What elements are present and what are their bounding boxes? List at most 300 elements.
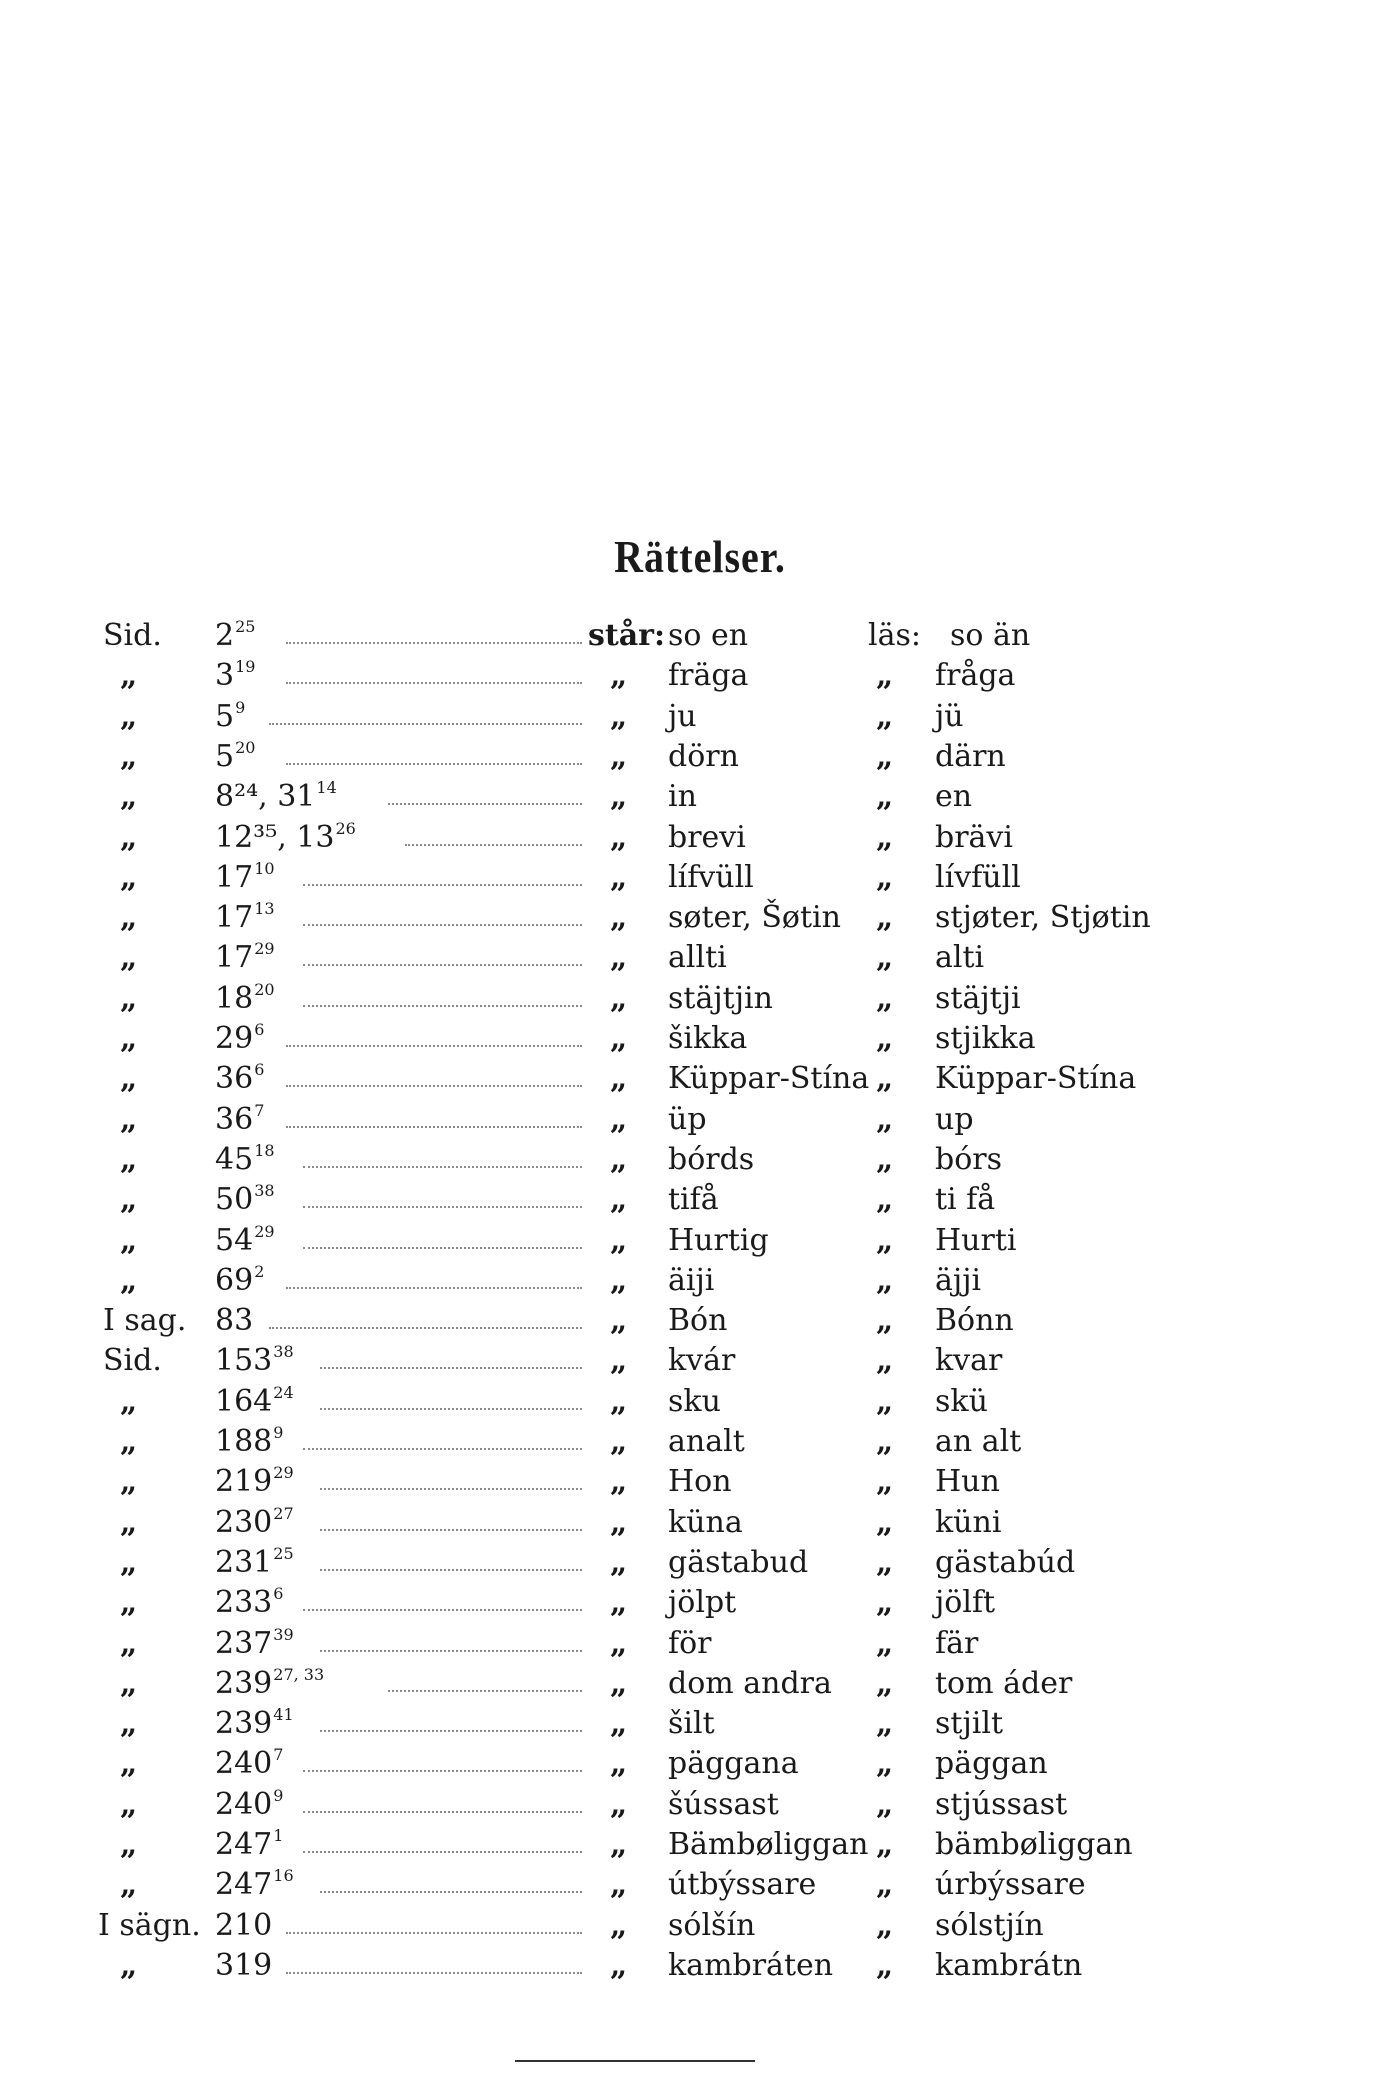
corrected-text: stjússast — [935, 1786, 1068, 1822]
dotted-leader — [320, 1488, 582, 1490]
errata-label: Sid. — [103, 618, 162, 653]
dotted-leader — [320, 1408, 582, 1410]
errata-line-number: 13 — [254, 899, 275, 919]
keyword-star: „ — [610, 1706, 628, 1742]
errata-line-number: 6 — [254, 1060, 265, 1080]
keyword-las: „ — [876, 1464, 894, 1500]
errata-row — [0, 1341, 1400, 1381]
keyword-las: „ — [876, 1665, 894, 1701]
errata-row — [0, 616, 1400, 656]
errata-line-number: 6 — [254, 1020, 265, 1039]
dotted-leader — [303, 1770, 582, 1772]
errata-row — [0, 1906, 1400, 1946]
errata-label: I sägn. — [98, 1907, 201, 1943]
errata-page-number: 219 — [215, 1464, 273, 1500]
keyword-star: står: — [588, 618, 666, 653]
corrected-text: skü — [935, 1383, 988, 1419]
errata-label: Sid. — [103, 1343, 162, 1379]
erroneous-text: Küppar-Stína — [668, 1061, 870, 1097]
bottom-rule — [515, 2060, 755, 2062]
dotted-leader — [303, 1247, 582, 1249]
errata-page-number: 240 — [215, 1746, 273, 1782]
corrected-text: stjøter, Stjøtin — [935, 900, 1151, 936]
errata-label: „ — [120, 859, 138, 895]
errata-row — [0, 1422, 1400, 1462]
keyword-star: „ — [610, 779, 628, 815]
corrected-text: alti — [935, 940, 985, 976]
errata-page-number: 36 — [215, 1061, 254, 1097]
dotted-leader — [303, 964, 582, 966]
errata-page-number: 233 — [215, 1585, 273, 1621]
erroneous-text: äiji — [668, 1262, 715, 1298]
corrected-text: jölft — [935, 1585, 996, 1621]
errata-page-ref — [215, 1946, 272, 1986]
erroneous-text: søter, Šøtin — [668, 900, 841, 936]
errata-page-ref — [215, 1382, 294, 1422]
keyword-star: „ — [610, 1424, 628, 1459]
errata-line-number: 25 — [273, 1543, 294, 1563]
keyword-star: „ — [610, 1786, 628, 1822]
keyword-star: „ — [610, 1947, 628, 1983]
errata-label: „ — [120, 698, 138, 734]
errata-page-number: 3 — [215, 658, 235, 694]
errata-label: „ — [120, 1867, 138, 1903]
dotted-leader — [320, 1650, 582, 1652]
errata-page-ref — [215, 1543, 294, 1583]
keyword-star: „ — [610, 819, 628, 855]
erroneous-text: tifå — [668, 1182, 719, 1218]
errata-row — [0, 898, 1400, 938]
dotted-leader — [320, 1529, 582, 1531]
erroneous-text: üp — [668, 1101, 707, 1137]
errata-page-number: 164 — [215, 1383, 273, 1419]
keyword-las: „ — [876, 980, 894, 1016]
errata-page-ref — [215, 1704, 294, 1744]
erroneous-text: analt — [668, 1424, 745, 1459]
errata-line-number: 9 — [273, 1423, 284, 1442]
corrected-text: fär — [935, 1625, 979, 1661]
errata-row — [0, 737, 1400, 777]
errata-row — [0, 1261, 1400, 1301]
erroneous-text: šikka — [668, 1021, 748, 1056]
keyword-las: „ — [876, 1262, 894, 1298]
errata-label: „ — [120, 1625, 138, 1661]
keyword-las: „ — [876, 738, 894, 774]
errata-row — [0, 1865, 1400, 1905]
errata-line-number: 39 — [273, 1624, 294, 1644]
errata-row — [0, 1785, 1400, 1825]
keyword-las: „ — [876, 1303, 894, 1339]
errata-page-ref — [215, 1825, 283, 1865]
corrected-text: sólstjín — [935, 1907, 1044, 1943]
errata-label: „ — [120, 1262, 138, 1298]
errata-row — [0, 1583, 1400, 1623]
erroneous-text: bórds — [668, 1141, 755, 1177]
errata-row — [0, 1664, 1400, 1704]
errata-label: „ — [120, 779, 138, 815]
corrected-text: brävi — [935, 819, 1013, 855]
errata-row — [0, 979, 1400, 1019]
corrected-text: gästabúd — [935, 1544, 1076, 1580]
errata-row — [0, 858, 1400, 898]
keyword-las: „ — [876, 1343, 894, 1379]
errata-line-number: 25 — [235, 617, 256, 636]
errata-label: „ — [120, 658, 138, 694]
keyword-star: „ — [610, 1504, 628, 1540]
keyword-las: „ — [876, 1504, 894, 1540]
keyword-las: „ — [876, 1101, 894, 1137]
keyword-las: „ — [876, 1141, 894, 1177]
keyword-star: „ — [610, 1021, 628, 1056]
erroneous-text: šilt — [668, 1706, 715, 1742]
dotted-leader — [286, 1287, 582, 1289]
errata-page-ref — [215, 1785, 283, 1825]
dotted-leader — [405, 844, 582, 846]
keyword-star: „ — [610, 900, 628, 936]
errata-line-number: 20 — [235, 737, 256, 757]
errata-page-number: 17 — [215, 900, 254, 936]
erroneous-text: päggana — [668, 1746, 799, 1782]
dotted-leader — [303, 1851, 582, 1853]
corrected-text: Hurti — [935, 1222, 1017, 1258]
errata-page-ref — [215, 1744, 283, 1784]
erroneous-text: küna — [668, 1504, 743, 1540]
dotted-leader — [269, 1327, 582, 1329]
errata-line-number: 1 — [273, 1826, 284, 1845]
errata-page-ref — [215, 979, 275, 1019]
errata-page-number: 239 — [215, 1665, 273, 1701]
errata-page-ref — [215, 656, 255, 696]
keyword-las: „ — [876, 1424, 894, 1459]
keyword-las: „ — [876, 1544, 894, 1580]
corrected-text: Hun — [935, 1464, 1000, 1500]
keyword-las: „ — [876, 1706, 894, 1742]
keyword-las: „ — [876, 1746, 894, 1782]
keyword-star: „ — [610, 1222, 628, 1258]
keyword-las: „ — [876, 859, 894, 895]
erroneous-text: útbýssare — [668, 1867, 817, 1903]
errata-page-ref — [215, 1462, 294, 1502]
errata-line-number: 19 — [235, 657, 256, 677]
errata-page-ref — [215, 898, 275, 938]
errata-page-number: 231 — [215, 1544, 273, 1580]
keyword-las: „ — [876, 1786, 894, 1822]
errata-label: „ — [120, 1424, 138, 1459]
errata-page-ref — [215, 1261, 264, 1301]
dotted-leader — [388, 803, 582, 805]
dotted-leader — [303, 924, 582, 926]
errata-page-number: 247 — [215, 1827, 273, 1862]
keyword-las: „ — [876, 1827, 894, 1862]
errata-page-number: 50 — [215, 1182, 254, 1218]
corrected-text: so än — [950, 618, 1031, 653]
erroneous-text: stäjtjin — [668, 980, 773, 1016]
keyword-star: „ — [610, 698, 628, 734]
errata-row — [0, 1624, 1400, 1664]
errata-page-ref — [215, 1019, 264, 1059]
keyword-las: „ — [876, 658, 894, 694]
dotted-leader — [320, 1367, 582, 1369]
errata-line-number: 27 — [273, 1503, 294, 1523]
corrected-text: kvar — [935, 1343, 1003, 1379]
errata-line-number: 24 — [273, 1382, 294, 1402]
errata-row — [0, 1221, 1400, 1261]
errata-label: „ — [120, 1544, 138, 1580]
errata-page-number: 240 — [215, 1786, 273, 1822]
erroneous-text: šússast — [668, 1786, 779, 1822]
errata-row — [0, 777, 1400, 817]
errata-page-number: 69 — [215, 1262, 254, 1298]
errata-page-number: 45 — [215, 1141, 254, 1177]
dotted-leader — [303, 1448, 582, 1450]
erroneous-text: brevi — [668, 819, 746, 855]
errata-line-number: 9 — [273, 1785, 284, 1805]
erroneous-text: jölpt — [668, 1585, 737, 1621]
errata-page-ref — [215, 777, 337, 817]
keyword-star: „ — [610, 1343, 628, 1379]
errata-page-number: 83 — [215, 1303, 254, 1339]
errata-page-number: 17 — [215, 859, 254, 895]
keyword-las: „ — [876, 1947, 894, 1983]
errata-label: „ — [120, 738, 138, 774]
errata-line-number: 38 — [254, 1181, 275, 1201]
keyword-las: „ — [876, 1625, 894, 1661]
dotted-leader — [303, 1166, 582, 1168]
erroneous-text: kambráten — [668, 1947, 834, 1983]
errata-row — [0, 1543, 1400, 1583]
errata-label: „ — [120, 1786, 138, 1822]
errata-label: „ — [120, 1827, 138, 1862]
errata-page-ref — [215, 1583, 283, 1623]
errata-line-number: 9 — [235, 697, 246, 717]
keyword-star: „ — [610, 1867, 628, 1903]
erroneous-text: ju — [668, 698, 697, 734]
dotted-leader — [320, 1891, 582, 1893]
dotted-leader — [286, 682, 582, 684]
errata-row — [0, 1462, 1400, 1502]
keyword-star: „ — [610, 1141, 628, 1177]
errata-page-ref — [215, 1140, 275, 1180]
errata-page-number: 54 — [215, 1222, 254, 1258]
errata-page-ref — [215, 1906, 272, 1946]
keyword-star: „ — [610, 1907, 628, 1943]
corrected-text: an alt — [935, 1424, 1022, 1459]
errata-page-ref — [215, 938, 275, 978]
errata-page-ref — [215, 1100, 264, 1140]
keyword-las: „ — [876, 698, 894, 734]
dotted-leader — [388, 1690, 582, 1692]
errata-page-ref — [215, 616, 255, 656]
errata-page-ref — [215, 818, 356, 858]
errata-label: „ — [120, 1383, 138, 1419]
keyword-star: „ — [610, 1827, 628, 1862]
errata-page-number: 2 — [215, 618, 235, 653]
keyword-star: „ — [610, 1544, 628, 1580]
corrected-text: därn — [935, 738, 1006, 774]
errata-label: I sag. — [103, 1303, 187, 1339]
keyword-star: „ — [610, 1625, 628, 1661]
corrected-text: päggan — [935, 1746, 1048, 1782]
errata-label: „ — [120, 1101, 138, 1137]
dotted-leader — [320, 1730, 582, 1732]
errata-page-ref — [215, 1180, 275, 1220]
erroneous-text: Bämbøliggan — [668, 1827, 869, 1862]
keyword-las: „ — [876, 1021, 894, 1056]
dotted-leader — [303, 1005, 582, 1007]
keyword-star: „ — [610, 1303, 628, 1339]
errata-label: „ — [120, 1182, 138, 1218]
errata-line-number: 16 — [273, 1866, 294, 1886]
errata-page-ref — [215, 697, 245, 737]
errata-row — [0, 1946, 1400, 1986]
errata-line-number: 7 — [254, 1100, 265, 1120]
errata-page-number: 18 — [215, 980, 254, 1016]
dotted-leader — [269, 723, 582, 725]
errata-label: „ — [120, 1504, 138, 1540]
dotted-leader — [286, 642, 582, 644]
errata-page-number: 230 — [215, 1504, 273, 1540]
errata-page-ref — [215, 858, 275, 898]
keyword-las: „ — [876, 1182, 894, 1218]
errata-row — [0, 938, 1400, 978]
corrected-text: stäjtji — [935, 980, 1021, 1016]
errata-page-number: 319 — [215, 1947, 273, 1983]
errata-label: „ — [120, 1947, 138, 1983]
erroneous-text: för — [668, 1625, 712, 1661]
errata-page-ref — [215, 1059, 264, 1099]
keyword-star: „ — [610, 1585, 628, 1621]
keyword-star: „ — [610, 859, 628, 895]
errata-page-number: 153 — [215, 1343, 273, 1379]
errata-row — [0, 1744, 1400, 1784]
page-title: Rättelser. — [614, 530, 786, 583]
errata-row — [0, 1180, 1400, 1220]
keyword-star: „ — [610, 1665, 628, 1701]
errata-row — [0, 1059, 1400, 1099]
erroneous-text: kvár — [668, 1343, 736, 1379]
errata-page-ref — [215, 1865, 294, 1905]
errata-line-number: 29 — [254, 1221, 275, 1241]
errata-page-ref — [215, 1221, 275, 1261]
erroneous-text: Hurtig — [668, 1222, 769, 1258]
keyword-las: läs: — [868, 618, 921, 653]
corrected-text: Bónn — [935, 1303, 1014, 1339]
errata-line-number: 26 — [335, 818, 356, 838]
keyword-star: „ — [610, 1746, 628, 1782]
errata-page-ref — [215, 737, 255, 777]
errata-line-number: 20 — [254, 979, 275, 999]
errata-line-number: 29 — [273, 1463, 294, 1483]
erroneous-text: lífvüll — [668, 859, 754, 895]
errata-page-number: 210 — [215, 1907, 273, 1943]
errata-page-number: 5 — [215, 738, 235, 774]
errata-label: „ — [120, 980, 138, 1016]
errata-page-ref — [215, 1664, 324, 1704]
errata-label: „ — [120, 1222, 138, 1258]
errata-line-number: 7 — [273, 1745, 284, 1765]
erroneous-text: sku — [668, 1383, 721, 1419]
erroneous-text: gästabud — [668, 1544, 809, 1580]
corrected-text: bämbøliggan — [935, 1827, 1133, 1862]
keyword-las: „ — [876, 1222, 894, 1258]
errata-label: „ — [120, 1585, 138, 1621]
dotted-leader — [303, 1206, 582, 1208]
dotted-leader — [286, 1085, 582, 1087]
corrected-text: stjilt — [935, 1706, 1003, 1742]
errata-line-number: 6 — [273, 1584, 284, 1604]
errata-label: „ — [120, 1141, 138, 1177]
errata-line-number: 10 — [254, 858, 275, 878]
erroneous-text: so en — [668, 618, 749, 653]
errata-row — [0, 1100, 1400, 1140]
errata-page-number: 188 — [215, 1424, 273, 1459]
dotted-leader — [286, 1045, 582, 1047]
errata-page-number: 12³⁵, 13 — [215, 819, 335, 855]
errata-row — [0, 1704, 1400, 1744]
errata-page-ref — [215, 1503, 294, 1543]
errata-label: „ — [120, 1746, 138, 1782]
corrected-text: úrbýssare — [935, 1867, 1086, 1903]
keyword-las: „ — [876, 1867, 894, 1903]
errata-label: „ — [120, 1665, 138, 1701]
erroneous-text: Bón — [668, 1303, 728, 1339]
corrected-text: stjikka — [935, 1021, 1036, 1056]
errata-row — [0, 1301, 1400, 1341]
dotted-leader — [286, 1972, 582, 1974]
erroneous-text: Hon — [668, 1464, 732, 1500]
errata-label: „ — [120, 819, 138, 855]
corrected-text: kambrátn — [935, 1947, 1083, 1983]
keyword-las: „ — [876, 819, 894, 855]
errata-page-ref — [215, 1422, 283, 1462]
dotted-leader — [286, 763, 582, 765]
keyword-star: „ — [610, 1061, 628, 1097]
corrected-text: jü — [935, 698, 964, 734]
keyword-las: „ — [876, 1585, 894, 1621]
errata-page-number: 5 — [215, 698, 235, 734]
errata-row — [0, 656, 1400, 696]
corrected-text: up — [935, 1101, 974, 1137]
keyword-star: „ — [610, 1182, 628, 1218]
erroneous-text: in — [668, 779, 697, 815]
corrected-text: Küppar-Stína — [935, 1061, 1137, 1097]
keyword-las: „ — [876, 900, 894, 936]
dotted-leader — [320, 1569, 582, 1571]
erroneous-text: fräga — [668, 658, 749, 694]
keyword-star: „ — [610, 1383, 628, 1419]
errata-line-number: 2 — [254, 1261, 265, 1281]
errata-label: „ — [120, 940, 138, 976]
errata-label: „ — [120, 1464, 138, 1500]
keyword-star: „ — [610, 980, 628, 1016]
keyword-las: „ — [876, 940, 894, 976]
corrected-text: ti få — [935, 1182, 996, 1218]
errata-row — [0, 697, 1400, 737]
dotted-leader — [303, 1811, 582, 1813]
errata-label: „ — [120, 1061, 138, 1097]
corrected-text: tom áder — [935, 1665, 1073, 1701]
errata-label: „ — [120, 900, 138, 936]
erroneous-text: allti — [668, 940, 727, 976]
keyword-star: „ — [610, 1464, 628, 1500]
keyword-las: „ — [876, 779, 894, 815]
errata-line-number: 41 — [273, 1705, 294, 1725]
corrected-text: äjji — [935, 1262, 982, 1298]
errata-page-number: 36 — [215, 1101, 254, 1137]
errata-line-number: 38 — [273, 1342, 294, 1362]
errata-row — [0, 1140, 1400, 1180]
errata-row — [0, 1382, 1400, 1422]
